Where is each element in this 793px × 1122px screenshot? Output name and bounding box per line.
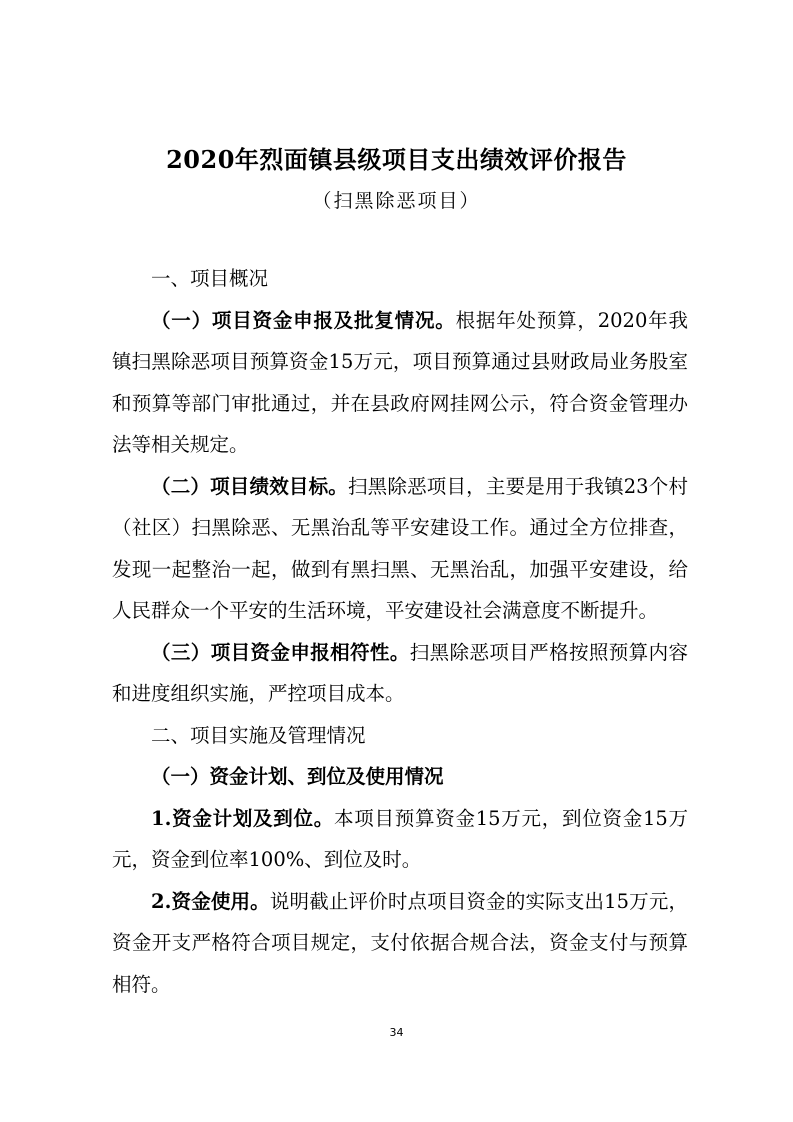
section-heading-overview: 一、项目概况 bbox=[151, 267, 269, 290]
paragraph-text: 本项目预算资金15万元，到位资金15万元，资金到位率100%、到位及时。 bbox=[112, 806, 688, 871]
paragraph-performance-goal bbox=[112, 466, 688, 632]
paragraph-text: 扫黑除恶项目，主要是用于我镇23个村（社区）扫黑除恶、无黑治乱等平安建设工作。通过全方位排查，发现一起整治一起，做到有黑扫黑、无黑治乱，加强平安建设，给人民群众一个平安的生活环境，平安建设社会满意度不断提升。 bbox=[112, 474, 688, 622]
document-subtitle: （扫黑除恶项目） bbox=[312, 190, 481, 212]
paragraph-lead: （二）项目绩效目标。 bbox=[151, 474, 348, 498]
paragraph-funding-use bbox=[112, 881, 688, 1006]
paragraph-lead: （三）项目资金申报相符性。 bbox=[151, 640, 410, 664]
paragraph-lead: （一）项目资金申报及批复情况。 bbox=[151, 308, 456, 332]
document-body bbox=[112, 258, 688, 1005]
subsection-heading-funding: （一）资金计划、到位及使用情况 bbox=[151, 765, 444, 788]
document-title: 2020年烈面镇县级项目支出绩效评价报告 bbox=[166, 145, 627, 174]
paragraph-funding-plan bbox=[112, 798, 688, 881]
paragraph-lead: 1.资金计划及到位。 bbox=[151, 806, 335, 830]
section-heading-implementation: 二、项目实施及管理情况 bbox=[151, 723, 366, 747]
paragraph-text: 根据年处预算，2020年我镇扫黑除恶项目预算资金15万元，项目预算通过县财政局业务股室和预算等部门审批通过，并在县政府网挂网公示，符合资金管理办法等相关规定。 bbox=[112, 308, 688, 456]
paragraph-text: 说明截止评价时点项目资金的实际支出15万元，资金开支严格符合项目规定，支付依据合规合法，资金支付与预算相符。 bbox=[112, 889, 688, 996]
paragraph-funding-conformity bbox=[112, 632, 688, 715]
paragraph-lead: 2.资金使用。 bbox=[151, 889, 270, 913]
page-number: 34 bbox=[389, 1026, 404, 1039]
paragraph-text: 扫黑除恶项目严格按照预算内容和进度组织实施，严控项目成本。 bbox=[112, 640, 688, 705]
paragraph-funding-approval bbox=[112, 300, 688, 466]
